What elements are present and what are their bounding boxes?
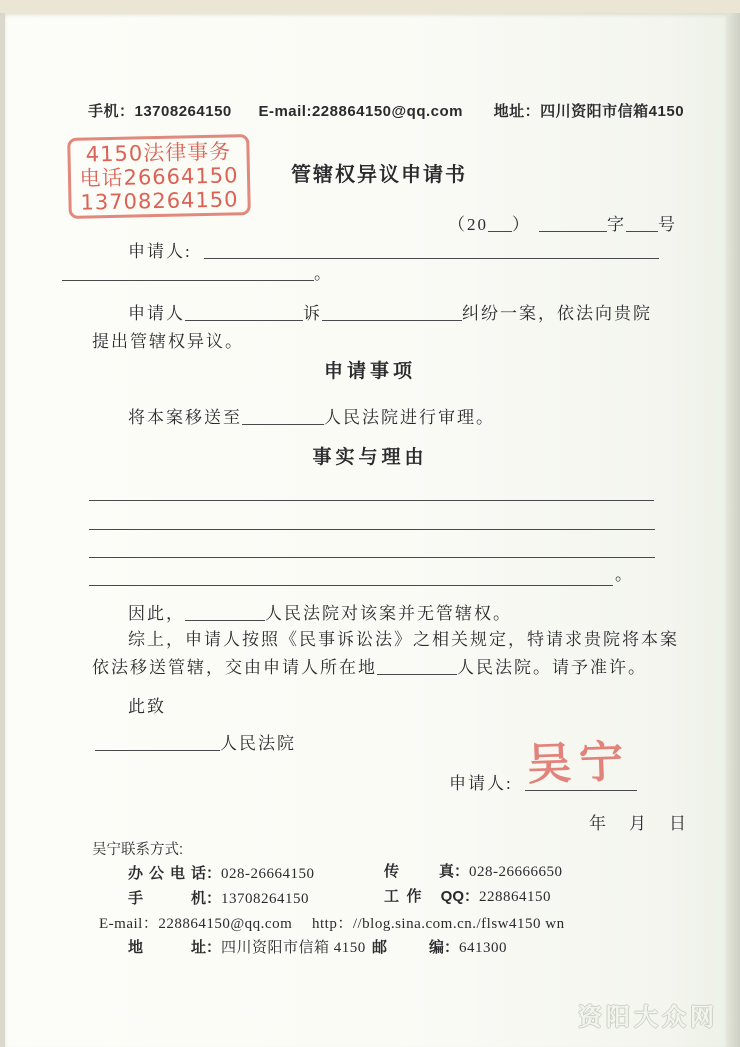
transfer-suffix: 人民法院进行审理。: [324, 408, 495, 427]
summary2-prefix: 依法移送管辖，交由申请人所在地: [92, 658, 377, 677]
fax-label: 传真: [384, 863, 454, 880]
blank-conclusion-court: [185, 602, 265, 621]
footer-qq: [384, 885, 551, 909]
blank-home-court: [377, 656, 457, 675]
letterhead-address: 地址：四川资阳市信箱4150: [493, 103, 685, 120]
section-facts-heading: 事实与理由: [312, 447, 428, 468]
facts-period: 。: [615, 565, 634, 584]
summary2-suffix: 人民法院。请予准许。: [457, 658, 647, 677]
case-no-open: （20: [448, 215, 488, 234]
party-line-2: 提出管辖权异议。: [92, 332, 244, 351]
facts-blank-line: [89, 585, 613, 586]
transfer-prefix: 将本案移送至: [128, 408, 242, 427]
separator: ：: [454, 863, 470, 880]
stamp-line-3: 13708264150: [80, 187, 239, 215]
blank-defendant: [322, 302, 462, 321]
handwritten-signature: 吴宁: [526, 736, 633, 791]
facts-blank-line: [89, 500, 654, 501]
separator: ：: [142, 916, 159, 932]
applicant-line: [128, 240, 659, 264]
section-request-heading: 申请事项: [323, 361, 416, 382]
party-vs: 诉: [303, 304, 322, 323]
mobile-label: 手机: [128, 890, 206, 907]
address-value: 四川资阳市信箱 4150: [221, 940, 366, 956]
document-title: 管辖权异议申请书: [291, 164, 467, 186]
footer-office-phone: [128, 862, 315, 886]
office-phone-value: 028-26664150: [221, 866, 315, 882]
blank-year: [488, 213, 512, 232]
facts-blank-line: [89, 557, 655, 558]
summary-line-2: [92, 656, 647, 680]
party-prefix: 申请人: [128, 304, 185, 323]
closing-line: 此致: [128, 697, 166, 716]
email-label: E-mail: [99, 916, 143, 932]
footer-zip: [372, 936, 507, 960]
case-no-close: ）: [512, 215, 531, 234]
letterhead: [88, 100, 684, 124]
footer-heading: 吴宁联系方式:: [92, 842, 184, 858]
case-no-zi: 字: [607, 215, 626, 234]
letterhead-mobile: 手机：13708264150: [88, 103, 232, 120]
email-value: 228864150@qq.com: [158, 916, 293, 932]
scan-edge-left: [0, 13, 5, 1047]
addressed-court-line: [95, 732, 296, 756]
case-number-line: [448, 213, 677, 237]
party-suffix: 纠纷一案，依法向贵院: [462, 304, 652, 323]
separator: ：: [464, 888, 480, 905]
blank-transfer-court: [242, 406, 324, 425]
separator: ：: [206, 865, 222, 882]
blank-applicant: [204, 240, 659, 259]
transfer-line: [128, 406, 495, 430]
blank-plaintiff: [185, 302, 303, 321]
signature-label: 申请人:: [449, 774, 513, 793]
web-label: http: [311, 916, 338, 932]
court-suffix: 人民法院: [220, 734, 296, 753]
blank-number: [626, 213, 658, 232]
separator: ：: [206, 890, 222, 907]
summary-line-1: 综上，申请人按照《民事诉讼法》之相关规定，特请求贵院将本案: [128, 630, 679, 649]
conclusion-line: [128, 602, 512, 626]
party-line: [128, 302, 652, 326]
letterhead-email: E-mail:228864150@qq.com: [258, 103, 463, 120]
conclusion-prefix: 因此，: [128, 604, 185, 623]
qq-label: 工作 QQ: [384, 888, 464, 905]
office-phone-label: 办公电话: [128, 865, 206, 882]
site-watermark: 资阳大众网: [578, 1005, 718, 1031]
separator: ：: [206, 939, 222, 956]
footer-fax: [384, 860, 563, 884]
web-value: //blog.sina.com.cn./flsw4150 wn: [352, 916, 565, 932]
qq-value: 228864150: [479, 889, 552, 905]
footer-email: [99, 912, 565, 936]
footer-mobile: [128, 887, 309, 911]
case-no-hao: 号: [658, 215, 677, 234]
fax-value: 028-26666650: [469, 864, 563, 880]
conclusion-suffix: 人民法院对该案并无管辖权。: [265, 604, 512, 623]
blank-addressed-court: [95, 732, 220, 751]
law-office-stamp: [67, 134, 251, 219]
separator: ：: [444, 939, 460, 956]
scan-edge-right: [727, 13, 740, 1047]
facts-blank-line: [89, 529, 655, 530]
zip-label: 邮编: [372, 939, 444, 956]
stamp-line-1: 4150法律事务: [85, 139, 232, 167]
stamp-line-2: 电话26664150: [79, 163, 239, 191]
blank-applicant-2: [62, 262, 314, 281]
scan-edge-top: [0, 0, 740, 13]
zip-value: 641300: [459, 940, 508, 956]
address-label: 地址: [128, 939, 206, 956]
period: 。: [314, 264, 333, 283]
date-line: 年 月 日: [589, 814, 689, 833]
applicant-label: 申请人:: [128, 242, 192, 261]
mobile-value: 13708264150: [221, 891, 310, 907]
blank-court-code: [539, 213, 607, 232]
separator: ：: [337, 916, 353, 932]
applicant-line-2: [62, 262, 333, 286]
footer-address: [128, 936, 366, 960]
